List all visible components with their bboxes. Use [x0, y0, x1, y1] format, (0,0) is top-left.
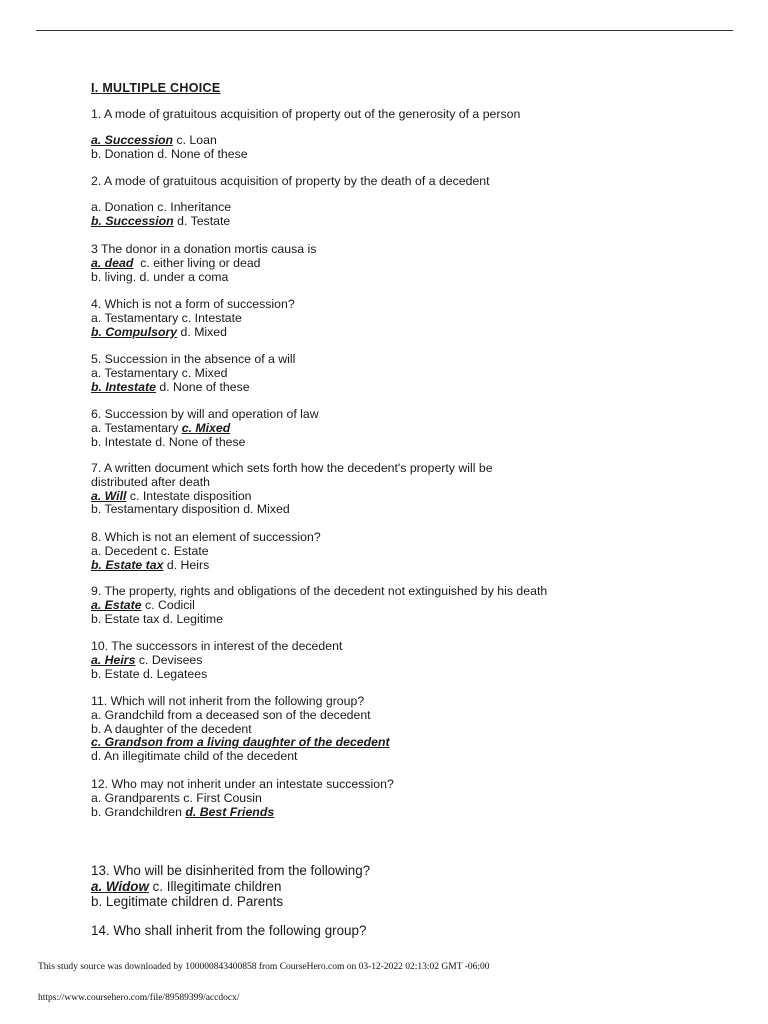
question-8: [91, 531, 321, 572]
option-text: c. Illegitimate children: [152, 878, 282, 894]
option-text: c. Devisees: [138, 652, 203, 667]
option-text: d. Heirs: [166, 557, 210, 572]
correct-answer: c. Grandson from a living daughter of the decedent: [91, 735, 390, 750]
correct-answer: b. Estate tax: [91, 557, 164, 572]
correct-answer: a. dead: [91, 255, 134, 270]
correct-answer: b. Succession: [91, 213, 174, 228]
question-5: [91, 353, 295, 394]
option-text: b. Legitimate children d. Parents: [91, 894, 284, 909]
question-3: [91, 243, 316, 284]
question-4: [91, 298, 295, 339]
option-text: c. Loan: [176, 132, 217, 147]
option-text: b. Grandchildren: [91, 804, 182, 819]
option-text: b. Donation d. None of these: [91, 146, 248, 161]
question-9: [91, 585, 547, 626]
question-14: [91, 923, 366, 939]
option-text: b. Estate tax d. Legitime: [91, 611, 223, 626]
correct-answer: c. Mixed: [181, 420, 231, 435]
option-text: d. Mixed: [180, 324, 227, 339]
question-stem: 7. A written document which sets forth how the decedent's property will be: [91, 461, 493, 475]
section-title: I. MULTIPLE CHOICE: [91, 81, 221, 95]
question-7: [91, 462, 493, 517]
question-6: [91, 408, 319, 449]
question-stem: 4. Which is not a form of succession?: [91, 297, 295, 311]
option-text: a. Testamentary c. Mixed: [91, 365, 228, 380]
correct-answer: d. Best Friends: [185, 804, 275, 819]
option-text: b. living. d. under a coma: [91, 269, 229, 284]
correct-answer: a. Succession: [91, 132, 174, 147]
option-text: d. An illegitimate child of the decedent: [91, 749, 298, 764]
question-2: [91, 175, 490, 228]
correct-answer: a. Will: [91, 488, 127, 503]
question-stem: 6. Succession by will and operation of law: [91, 407, 319, 421]
option-text: c. either living or dead: [140, 255, 261, 270]
option-text: a. Donation c. Inheritance: [91, 199, 232, 214]
option-text: c. Intestate disposition: [129, 488, 252, 503]
question-stem: 1. A mode of gratuitous acquisition of property out of the generosity of a person: [91, 107, 521, 121]
question-stem: 14. Who shall inherit from the following group?: [91, 923, 367, 938]
question-stem-continued: distributed after death: [91, 474, 210, 489]
question-10: [91, 640, 342, 681]
question-11: [91, 695, 393, 764]
option-text: a. Grandchild from a deceased son of the decedent: [91, 707, 371, 722]
correct-answer: a. Estate: [91, 597, 142, 612]
question-stem: 2. A mode of gratuitous acquisition of property by the death of a decedent: [91, 174, 490, 188]
option-text: d. None of these: [159, 379, 250, 394]
question-stem: 8. Which is not an element of succession?: [91, 530, 321, 544]
question-stem: 10. The successors in interest of the decedent: [91, 639, 343, 653]
question-stem: 3 The donor in a donation mortis causa is: [91, 242, 317, 256]
correct-answer: a. Heirs: [91, 652, 136, 667]
option-text: b. Intestate d. None of these: [91, 434, 246, 449]
correct-answer: b. Compulsory: [91, 324, 178, 339]
download-notice: This study source was downloaded by 100000843400858 from CourseHero.com on 03-12-2022 02:13:02 GMT -06:00: [38, 962, 490, 972]
question-stem: 11. Which will not inherit from the following group?: [91, 694, 365, 708]
option-text: d. Testate: [177, 213, 231, 228]
option-text: a. Testamentary: [91, 420, 179, 435]
question-stem: 13. Who will be disinherited from the following?: [91, 863, 371, 878]
option-text: b. Testamentary disposition d. Mixed: [91, 502, 290, 517]
option-text: a. Grandparents c. First Cousin: [91, 790, 262, 805]
question-13: [91, 863, 370, 910]
option-text: a. Decedent c. Estate: [91, 543, 209, 558]
question-1: [91, 108, 520, 161]
source-url: https://www.coursehero.com/file/89589399/accdocx/: [38, 993, 240, 1003]
question-stem: 12. Who may not inherit under an intestate succession?: [91, 777, 394, 791]
option-text: a. Testamentary c. Intestate: [91, 310, 242, 325]
correct-answer: b. Intestate: [91, 379, 156, 394]
correct-answer: a. Widow: [91, 878, 149, 894]
question-stem: 5. Succession in the absence of a will: [91, 352, 296, 366]
question-stem: 9. The property, rights and obligations of the decedent not extinguished by his death: [91, 584, 548, 598]
option-text: b. Estate d. Legatees: [91, 666, 208, 681]
question-12: [91, 778, 394, 819]
option-text: c. Codicil: [145, 597, 195, 612]
option-text: b. A daughter of the decedent: [91, 721, 252, 736]
